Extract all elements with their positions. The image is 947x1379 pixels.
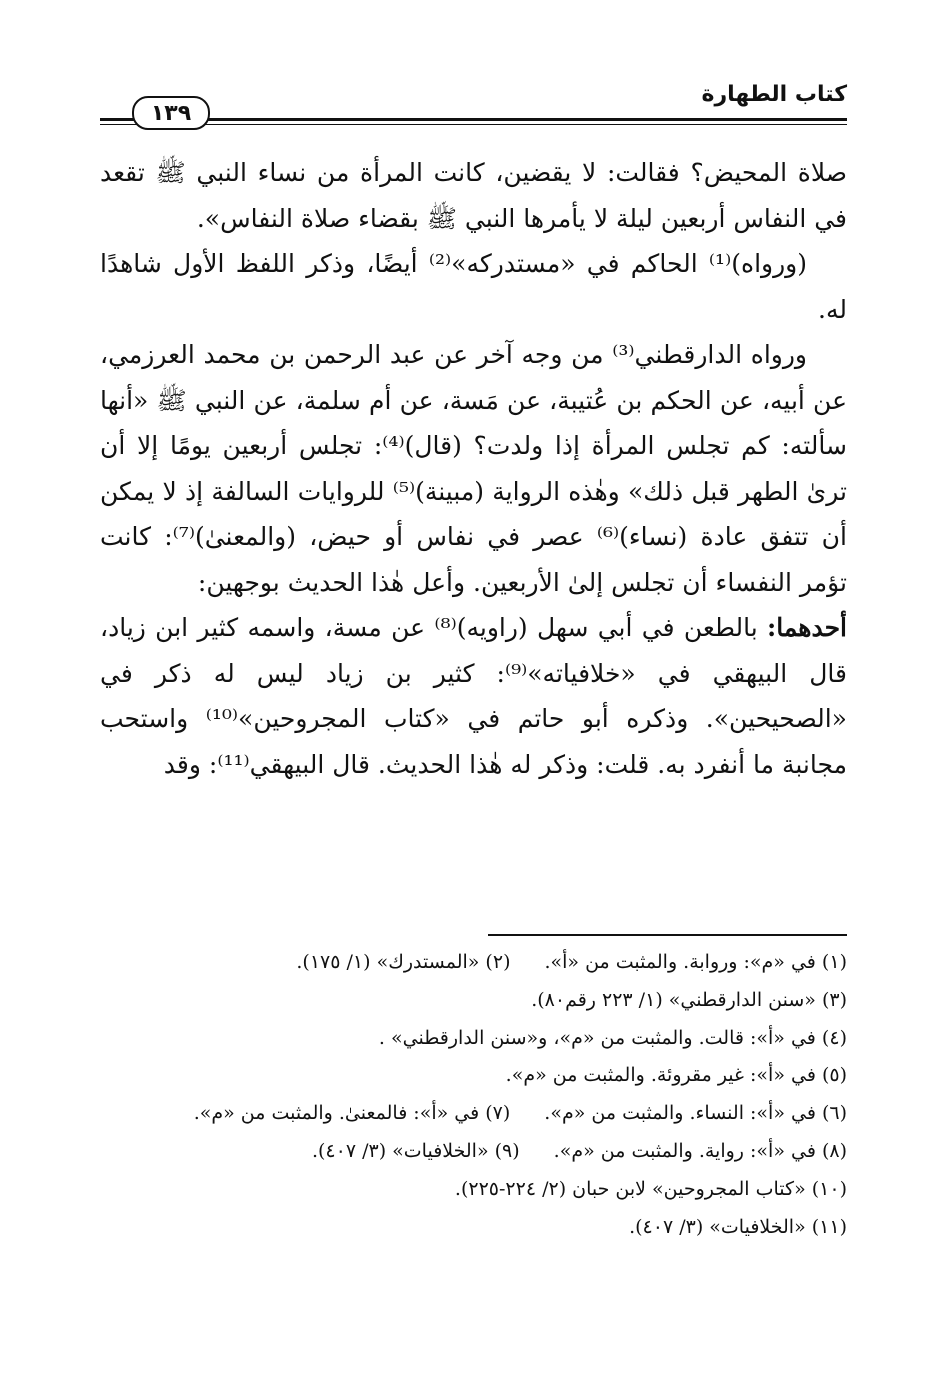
footnote-row [100,1020,847,1058]
footnote: (٩) «الخلافيات» (٣/ ٤٠٧). [311,1139,520,1162]
paragraph: ورواه الدارقطني⁽³⁾ من وجه آخر عن عبد الرحمن بن محمد العرزمي، عن أبيه، عن الحكم بن عُتيبة، عن مَسة، عن أم سلمة، عن النبي ﷺ «أنها سألته: كم تجلس المرأة إذا ولدت؟ (قال)⁽⁴⁾: تجلس أربعين يومًا إلا أن ترىٰ الطهر قبل ذلك» وهٰذه الرواية (مبينة)⁽⁵⁾ للروايات السالفة إذ لا يمكن أن تتفق عادة (نساء)⁽⁶⁾ عصر في نفاس أو حيض، (والمعنىٰ)⁽⁷⁾: كانت تؤمر النفساء أن تجلس إلىٰ الأربعين. وأعل هٰذا الحديث بوجهين: [100,340,847,597]
header-rule-thin [100,124,847,125]
footnote: (٧) في «أ»: فالمعنىٰ. والمثبت من «م». [193,1102,511,1125]
footnote: (٤) في «أ»: قالت. والمثبت من «م»، و«سنن الدارقطني» . [378,1026,847,1049]
footnote: (٢) «المستدرك» (١/ ١٧٥). [296,951,511,973]
paragraph-lead: أحدهما: [767,613,848,642]
footnote: (٥) في «أ»: غير مقروئة. والمثبت من «م». [505,1064,847,1087]
footnote: (٨) في «أ»: رواية. والمثبت من «م». [553,1139,847,1162]
page-number: ١٣٩ [132,96,210,130]
footnote: (١) في «م»: وروابة. والمثبت من «أ». [544,951,847,973]
footnote-row [100,1209,847,1247]
footnote: (١٠) «كتاب المجروحين» لابن حبان (٢/ ٢٢٤-٢٢٥). [454,1177,847,1200]
paragraph [100,605,847,787]
running-title: كتاب الطهارة [701,82,847,107]
footnote-separator [488,934,847,936]
main-text [100,150,847,787]
footnote-row [100,1095,847,1133]
footnote: (٦) في «أ»: النساء. والمثبت من «م». [544,1102,847,1125]
paragraph: صلاة المحيض؟ فقالت: لا يقضين، كانت المرأة من نساء النبي ﷺ تقعد في النفاس أربعين ليلة لا يأمرها النبي ﷺ بقضاء صلاة النفاس». [100,158,847,233]
footnote-row [100,1171,847,1209]
footnote: (٣) «سنن الدارقطني» (١/ ٢٢٣ رقم٨٠). [531,988,847,1011]
paragraph-text: بالطعن في أبي سهل (راويه)⁽⁸⁾ عن مسة، واسمه كثير ابن زياد، قال البيهقي في «خلافياته»⁽⁹⁾: كثير بن زياد ليس له ذكر في «الصحيحين». وذكره أبو حاتم في «كتاب المجروحين»⁽¹⁰⁾ واستحب مجانبة ما أنفرد به. قلت: وذكر له هٰذا الحديث. قال البيهقي⁽¹¹⁾: وقد [100,613,848,779]
page-header [100,78,847,128]
header-rule [100,118,847,121]
footnote-row [100,1133,847,1171]
footnote-row [100,1057,847,1095]
footnote-row [100,982,847,1020]
footnote-row [100,944,847,982]
paragraph: (ورواه)⁽¹⁾ الحاكم في «مستدركه»⁽²⁾ أيضًا، وذكر اللفظ الأول شاهدًا له. [100,249,847,324]
footnotes [100,944,847,1246]
footnote: (١١) «الخلافيات» (٣/ ٤٠٧). [629,1215,847,1238]
